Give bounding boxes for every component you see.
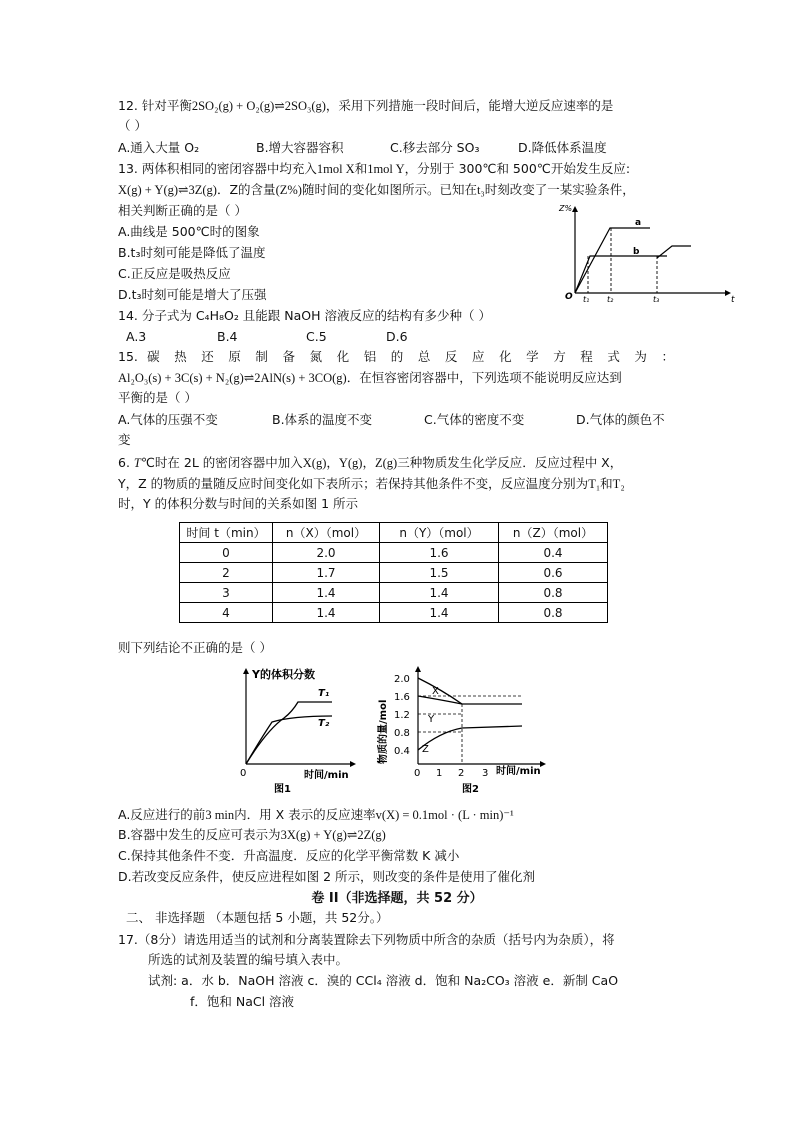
q13-line1-b: 1mol X和1mol Y [316, 162, 405, 176]
fig1-t1-label: T₁ [318, 688, 330, 699]
q13-line2-e: t₃ [476, 183, 485, 197]
q13-line3: 相关判断正确的是（ ） [118, 203, 247, 218]
fig2-xtick: 2 [458, 768, 465, 779]
q13-option-b: B.t₃时刻可能是降低了温度 [118, 245, 266, 260]
q16-option-c: C.保持其他条件不变．升高温度．反应的化学平衡常数 K 减小 [118, 848, 460, 863]
q13-line2-c: (Z%) [275, 183, 302, 197]
q13-graph [555, 198, 745, 306]
table-header-row [180, 523, 608, 543]
table-cell: 1.4 [380, 603, 499, 623]
fig1-caption: 图1 [274, 784, 291, 795]
q15-stem: 15. 碳 热 还 原 制 备 氮 化 铝 的 总 反 应 化 学 方 程 式 为 ： [118, 349, 674, 364]
fig1-curve-t1 [246, 702, 332, 764]
q16-figure-1 [232, 660, 362, 796]
q13-curve-b-label: b [633, 247, 640, 257]
q13-tick-t2: t₂ [607, 295, 614, 304]
q16-opt-b-1: B.容器中发生的反应可表示为 [118, 827, 281, 842]
q13-curve-a [575, 228, 650, 293]
q16-num: 6. [118, 455, 134, 470]
q13-tick-t1: t₁ [583, 295, 590, 304]
fig1-origin: 0 [240, 768, 247, 779]
fig2-xtick: 0 [414, 768, 421, 779]
table-row [180, 603, 608, 623]
q14-option-a: A.3 [126, 329, 147, 344]
table-cell: 1.4 [273, 583, 380, 603]
table-header: n（Y）（mol） [380, 523, 499, 543]
fig2-caption: 图2 [462, 784, 479, 795]
q12-option-d: D.降低体系温度 [518, 140, 607, 155]
q16-opt-b-eq: 3X(g) + Y(g)⇌2Z(g) [280, 828, 386, 842]
table-cell: 1.7 [273, 563, 380, 583]
fig2-ytick: 1.6 [394, 692, 410, 703]
section-title: 卷 II（非选择题，共 52 分） [311, 891, 483, 906]
q16-line1-b: ℃时在 2L 的密闭容器中加入 [140, 455, 303, 470]
fig1-ylabel: Y的体积分数 [252, 668, 315, 681]
q13-curve-b [575, 256, 667, 293]
table-cell: 1.5 [380, 563, 499, 583]
fig2-ytick: 0.4 [394, 746, 410, 757]
table-cell: 2.0 [273, 543, 380, 563]
q16-line3: 时，Y 的体积分数与时间的关系如图 1 所示 [118, 496, 359, 511]
q13-line2-b: ．Z的含量 [216, 182, 276, 197]
fig2-xtick: 1 [436, 768, 443, 779]
q16-opt-a-3: 内．用 X 表示的反应速率 [234, 807, 376, 822]
q13-option-a: A.曲线是 500℃时的图象 [118, 224, 260, 239]
q17-line2: 所选的试剂及装置的编号填入表中。 [148, 952, 349, 967]
q16-line1-c: X(g)，Y(g)，Z(g) [302, 456, 398, 470]
fig2-label-x: X [432, 686, 439, 697]
q12-option-a: A.通入大量 O₂ [118, 140, 200, 155]
q12-stem-b: ，采用下列措施一段时间后，能增大逆反应速率的是 [325, 98, 614, 113]
table-row [180, 543, 608, 563]
q13-line1 [118, 160, 630, 178]
q12-option-b: B.增大容器容积 [256, 140, 344, 155]
q16-line2-a: Y，Z 的物质的量随反应时间变化如下表所示；若保持其他条件不变，反应温度分别为 [118, 476, 589, 491]
q13-xlabel: t [731, 295, 735, 305]
q14-option-c: C.5 [306, 329, 327, 344]
q15-option-a: A.气体的压强不变 [118, 412, 218, 427]
q15-line3: 平衡的是（ ） [118, 390, 197, 405]
fig2-label-z: Z [422, 744, 429, 755]
fig2-ytick: 2.0 [394, 674, 410, 685]
fig2-ytick: 0.8 [394, 728, 410, 739]
table-cell: 0.6 [499, 563, 608, 583]
q16-figure-2 [362, 660, 558, 796]
fig2-xtick: 3 [482, 768, 489, 779]
q12-option-c: C.移去部分 SO₃ [390, 140, 480, 155]
q13-equation: X(g) + Y(g)⇌3Z(g) [118, 183, 217, 197]
q15-equation: Al₂O₃(s) + 3C(s) + N₂(g)⇌2AlN(s) + 3CO(g) [118, 371, 347, 385]
table-cell: 0 [180, 543, 273, 563]
q16-table [179, 522, 608, 623]
fig1-xlabel: 时间/min [304, 770, 349, 781]
table-cell: 1.4 [273, 603, 380, 623]
table-header: n（Z）（mol） [499, 523, 608, 543]
q16-opt-a-eq: v(X) = 0.1mol · (L · min)⁻¹ [375, 808, 514, 822]
q13-line2 [118, 181, 635, 199]
table-row [180, 583, 608, 603]
table-header: n（X）（mol） [273, 523, 380, 543]
q16-opt-a-2: 3 min [205, 808, 235, 822]
q15-option-d-wrap: 变 [118, 432, 131, 447]
section-heading: 二、 非选择题 （本题包括 5 小题，共 52分。） [126, 910, 389, 925]
table-cell: 0.8 [499, 603, 608, 623]
fig2-curve-z [418, 726, 522, 750]
table-cell: 0.4 [499, 543, 608, 563]
q16-conclusion: 则下列结论不正确的是（ ） [118, 640, 272, 655]
q13-curve-a-label: a [635, 218, 642, 228]
table-cell: 0.8 [499, 583, 608, 603]
q13-option-d: D.t₃时刻可能是增大了压强 [118, 287, 267, 302]
q17-line3: 试剂: a．水 b．NaOH 溶液 c．溴的 CCl₄ 溶液 d．饱和 Na₂CO₃ 溶液 e．新制 CaO [148, 973, 619, 988]
fig2-label-y: Y [428, 714, 435, 725]
fig2-xlabel: 时间/min [496, 766, 541, 777]
q16-line2-b: T₁和T₂ [588, 477, 625, 491]
q15-option-c: C.气体的密度不变 [424, 412, 525, 427]
q12-blank: （ ） [118, 118, 147, 133]
q15-stem-b: ．在恒容密闭容器中，下列选项不能说明反应达到 [346, 370, 622, 385]
q13-option-c: C.正反应是吸热反应 [118, 266, 231, 281]
q12-equation: 2SO₂(g) + O₂(g)⇌2SO₃(g) [191, 99, 326, 113]
table-cell: 1.6 [380, 543, 499, 563]
q16-line1-d: 三种物质发生化学反应．反应过程中 X， [397, 455, 623, 470]
q16-option-b [118, 826, 386, 844]
fig2-ylabel: 物质的量/mol [378, 699, 389, 764]
q13-line2-d: 随时间的变化如图所示。已知在 [301, 182, 477, 197]
q17-line1: 17.（8分）请选用适当的试剂和分离装置除去下列物质中所含的杂质（括号内为杂质），将 [118, 932, 615, 947]
q16-option-a [118, 806, 514, 824]
q13-origin: O [565, 292, 573, 302]
q12-stem-a: 12. 针对平衡 [118, 98, 192, 113]
table-cell: 1.4 [380, 583, 499, 603]
q14-option-d: D.6 [386, 329, 408, 344]
q17-line4: f．饱和 NaCl 溶液 [190, 994, 295, 1009]
q15-option-b: B.体系的温度不变 [272, 412, 373, 427]
table-cell: 4 [180, 603, 273, 623]
q14-stem: 14. 分子式为 C₄H₈O₂ 且能跟 NaOH 溶液反应的结构有多少种（ ） [118, 308, 491, 323]
q16-line2 [118, 475, 625, 493]
table-cell: 2 [180, 563, 273, 583]
q16-line1 [118, 454, 622, 472]
q16-opt-a-1: A.反应进行的前 [118, 807, 206, 822]
fig1-t2-label: T₂ [318, 718, 330, 729]
q16-T: T [133, 456, 141, 470]
q16-option-d: D.若改变反应条件，使反应进程如图 2 所示，则改变的条件是使用了催化剂 [118, 869, 535, 884]
q13-ylabel: Z% [559, 204, 573, 213]
table-header: 时间 t（min） [180, 523, 273, 543]
q13-tick-t3: t₃ [653, 295, 660, 304]
table-cell: 3 [180, 583, 273, 603]
q12-stem [118, 97, 613, 115]
fig2-ytick: 1.2 [394, 710, 410, 721]
q13-line1-c: ，分别于 300℃和 500℃开始发生反应: [404, 161, 631, 176]
table-row [180, 563, 608, 583]
q13-line1-a: 13. 两体积相同的密闭容器中均充入 [118, 161, 317, 176]
q15-option-d: D.气体的颜色不 [576, 412, 665, 427]
q15-line2 [118, 369, 622, 387]
q14-option-b: B.4 [217, 329, 238, 344]
q13-line2-f: 时刻改变了一某实验条件， [484, 182, 635, 197]
